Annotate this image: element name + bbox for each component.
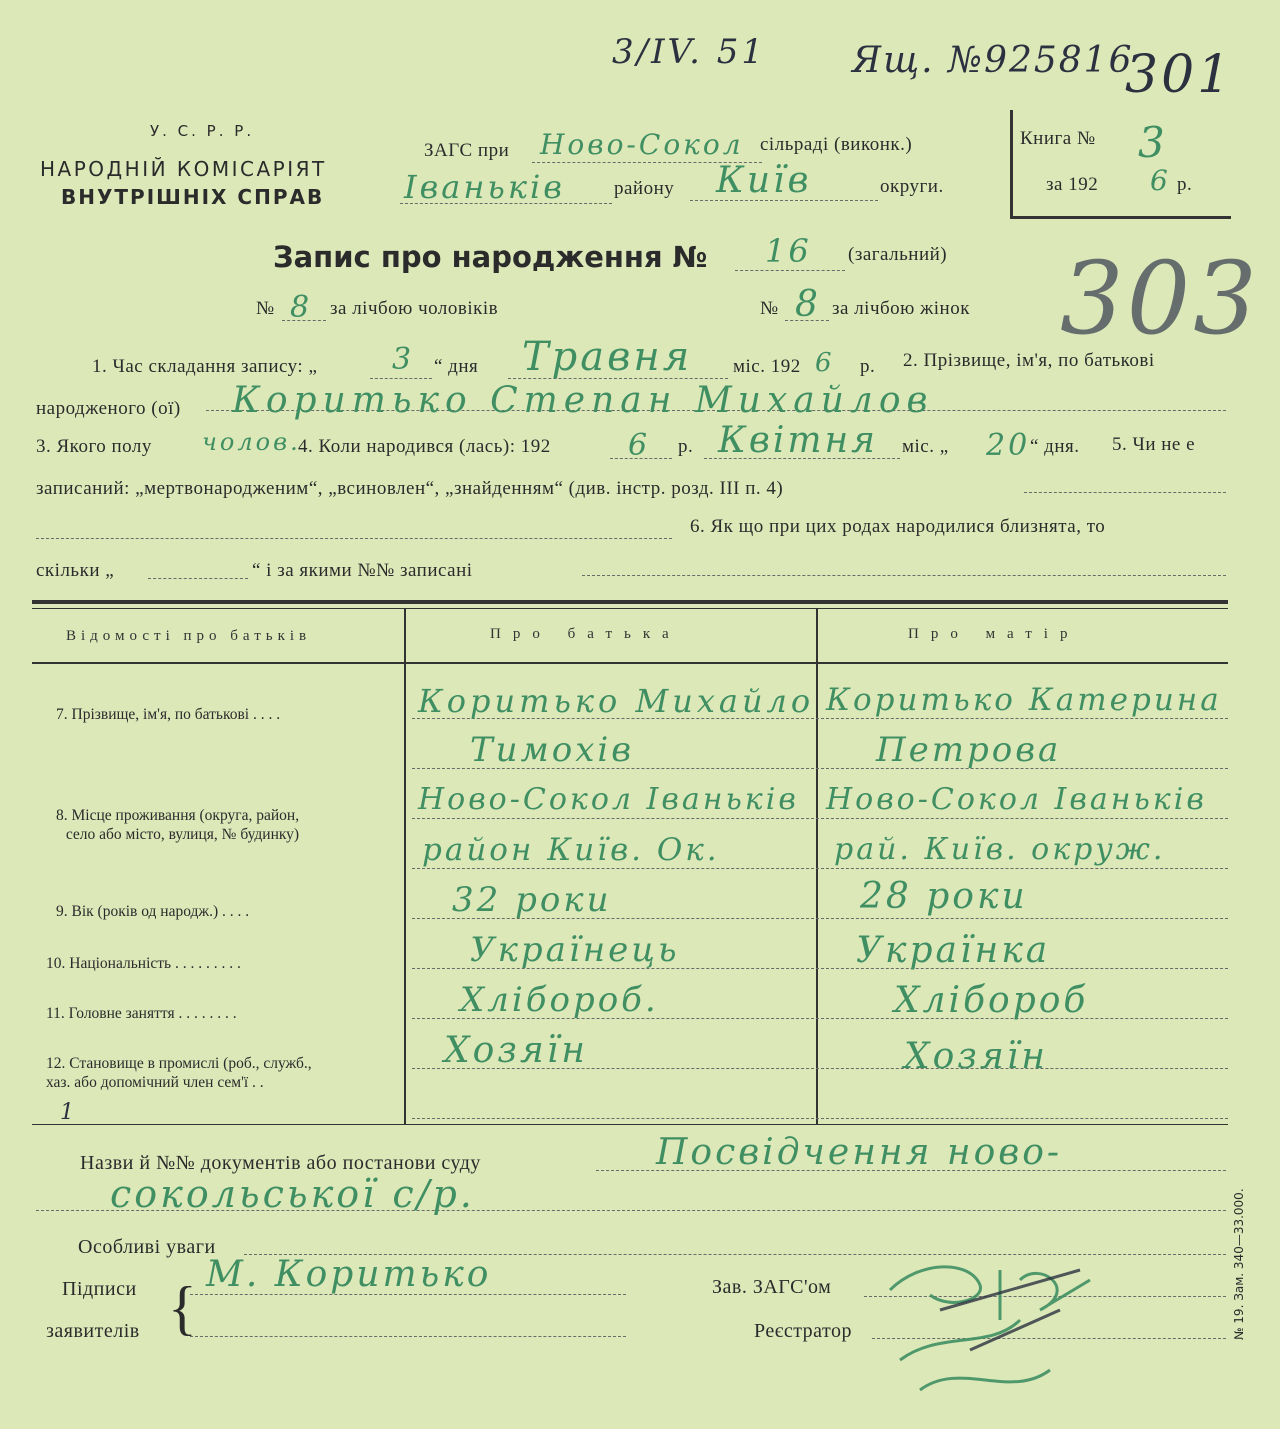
signatures-label-1: Підписи <box>62 1278 137 1300</box>
field2-label: народженого (ої) <box>36 398 181 419</box>
father-age: 32 роки <box>452 880 612 920</box>
mother-nationality: Українка <box>856 930 1051 971</box>
male-count-prefix: № <box>256 298 275 319</box>
registrar-label: Реєстратор <box>754 1320 853 1342</box>
book-year-suffix: р. <box>1177 174 1193 195</box>
mother-occupation: Хлібороб <box>894 980 1089 1021</box>
field1-label: 1. Час складання запису: „ <box>92 356 318 377</box>
table-header-rule <box>32 662 1228 664</box>
mother-name-1: Коритько Катерина <box>826 682 1222 718</box>
zags-council-suffix: сільраді (виконк.) <box>760 134 913 155</box>
field2-heading: 2. Прізвище, ім'я, по батькові <box>903 350 1155 371</box>
field6-line2-a: скільки „ <box>36 560 115 581</box>
field3-label: 3. Якого полу <box>36 436 152 457</box>
field1-day-line <box>370 378 432 379</box>
table-bottom-rule <box>32 1124 1228 1125</box>
book-year-digit: 6 <box>1150 164 1171 197</box>
mother-status: Хозяїн <box>904 1036 1048 1077</box>
father-nationality: Українець <box>470 930 680 970</box>
book-label: Книга № <box>1020 128 1096 149</box>
handwritten-date: 3/IV. 51 <box>612 32 767 72</box>
table-header-info: Відомості про батьків <box>66 628 312 644</box>
book-box <box>1010 110 1231 219</box>
mother-residence-2: рай. Київ. окруж. <box>834 832 1166 867</box>
record-general-label: (загальний) <box>848 244 948 265</box>
father-status: Хозяїн <box>444 1030 588 1071</box>
row8-label: 8. Місце проживання (округа, район, село або місто, вулиця, № будинку) <box>56 807 300 843</box>
zags-district-value: Іваньків <box>404 168 565 206</box>
book-number: 3 <box>1138 118 1168 167</box>
state-header: У. С. Р. Р. <box>150 122 255 140</box>
field1-year-suffix: р. <box>860 356 876 377</box>
table-header-mother: Про матір <box>908 626 1080 642</box>
table-top-rule-thin <box>32 608 1228 609</box>
documents-value-1: Посвідчення ново- <box>656 1132 1063 1173</box>
field4-month-suffix: міс. „ <box>902 436 949 457</box>
field4-day: 20 <box>986 428 1031 463</box>
row9-label: 9. Вік (років од народж.) . . . . <box>56 903 250 920</box>
table-col-divider-1 <box>404 608 406 1124</box>
table-line-3 <box>412 818 1228 819</box>
father-occupation: Хлібороб. <box>460 980 659 1020</box>
signatures-label-2: заявителів <box>46 1320 140 1342</box>
margin-mark: 1 <box>60 1100 77 1125</box>
mother-name-2: Петрова <box>876 730 1062 770</box>
documents-label: Назви й №№ документів або постанови суду <box>80 1152 481 1174</box>
row10-label: 10. Національність . . . . . . . . . <box>46 955 241 972</box>
male-count-value: 8 <box>290 290 313 325</box>
row7-label: 7. Прізвище, ім'я, по батькові . . . . <box>56 706 281 723</box>
field2-value: Коритько Степан Михайлов <box>232 380 934 421</box>
mother-age: 28 роки <box>860 876 1028 917</box>
zags-district-label: району <box>614 178 675 199</box>
male-count-label: за лічбою чоловіків <box>330 298 499 319</box>
zags-okrug-value: Київ <box>716 160 812 201</box>
field5-answer-line-2 <box>36 538 672 539</box>
record-number-line <box>735 270 845 271</box>
father-name-1: Коритько Михайло <box>418 682 815 720</box>
ministry-line-2: ВНУТРІШНІХ СПРАВ <box>61 185 325 209</box>
big-number: 303 <box>1060 240 1260 357</box>
table-line-9 <box>412 1118 1228 1119</box>
applicant-line-2 <box>190 1336 626 1337</box>
field6-numbers-line <box>582 575 1226 576</box>
field1-year-digit: 6 <box>815 348 835 378</box>
field1-day: 3 <box>392 342 415 377</box>
signatures-brace: { <box>168 1275 198 1341</box>
row11-label: 11. Головне заняття . . . . . . . . <box>46 1005 237 1022</box>
field4-label: 4. Коли народився (лась): 192 <box>298 436 551 457</box>
field5-answer-line <box>1024 492 1226 493</box>
father-residence-1: Ново-Сокол Іваньків <box>418 782 799 817</box>
father-name-2: Тимохів <box>470 730 635 770</box>
field3-value: чолов. <box>202 428 301 456</box>
table-top-rule-thick <box>32 600 1228 604</box>
table-line-4 <box>412 868 1228 869</box>
ministry-line-1: НАРОДНІЙ КОМІСАРІЯТ <box>40 157 327 181</box>
record-title: Запис про народження № <box>273 240 708 274</box>
zags-prefix: ЗАГС при <box>424 140 510 161</box>
table-header-father: Про батька <box>490 626 681 642</box>
remarks-label: Особливі уваги <box>78 1236 216 1258</box>
field1-month-suffix: міс. 192 <box>733 356 801 377</box>
field5-label: 5. Чи не е <box>1112 434 1196 455</box>
zags-head-signature <box>880 1250 1100 1410</box>
documents-value-2: сокольської с/р. <box>110 1172 475 1216</box>
head-zags-label: Зав. ЗАГС'ом <box>712 1276 832 1298</box>
field5-line2: записаний: „мертвонародженим“, „всиновлен“, „знайденням“ (див. інстр. розд. III п. 4) <box>36 478 784 499</box>
table-col-divider-2 <box>816 608 818 1124</box>
zags-okrug-label: округи. <box>880 176 944 197</box>
handwritten-sheet-number: 301 <box>1125 45 1234 105</box>
zags-village-value: Ново-Сокол <box>540 128 744 161</box>
female-count-value: 8 <box>795 284 821 325</box>
field1-day-suffix: “ дня <box>434 356 479 377</box>
handwritten-archive-ref: Ящ. №925816 <box>852 40 1134 81</box>
field6-label: 6. Як що при цих родах народилися близнята, то <box>690 516 1106 537</box>
field4-year-suffix: р. <box>678 436 694 457</box>
field4-day-suffix: “ дня. <box>1030 436 1080 457</box>
female-count-label: за лічбою жінок <box>832 298 970 319</box>
record-number: 16 <box>765 232 812 270</box>
mother-residence-1: Ново-Сокол Іваньків <box>826 782 1207 817</box>
field4-month: Квітня <box>718 420 879 461</box>
row12-label: 12. Становище в промислі (роб., служб., хаз. або допомічний член сем'ї . . <box>46 1055 312 1091</box>
father-residence-2: район Київ. Ок. <box>422 832 720 868</box>
print-mark: № 19. Зам. 340—33.000. <box>1232 1188 1246 1340</box>
applicant-signature: М. Коритько <box>206 1254 492 1295</box>
field1-month: Травня <box>522 334 693 380</box>
field4-year-digit: 6 <box>628 428 651 463</box>
field6-line2-b: “ і за якими №№ записані <box>252 560 473 581</box>
book-year-prefix: за 192 <box>1046 174 1099 195</box>
female-count-prefix: № <box>760 298 779 319</box>
field6-count-line <box>148 578 248 579</box>
